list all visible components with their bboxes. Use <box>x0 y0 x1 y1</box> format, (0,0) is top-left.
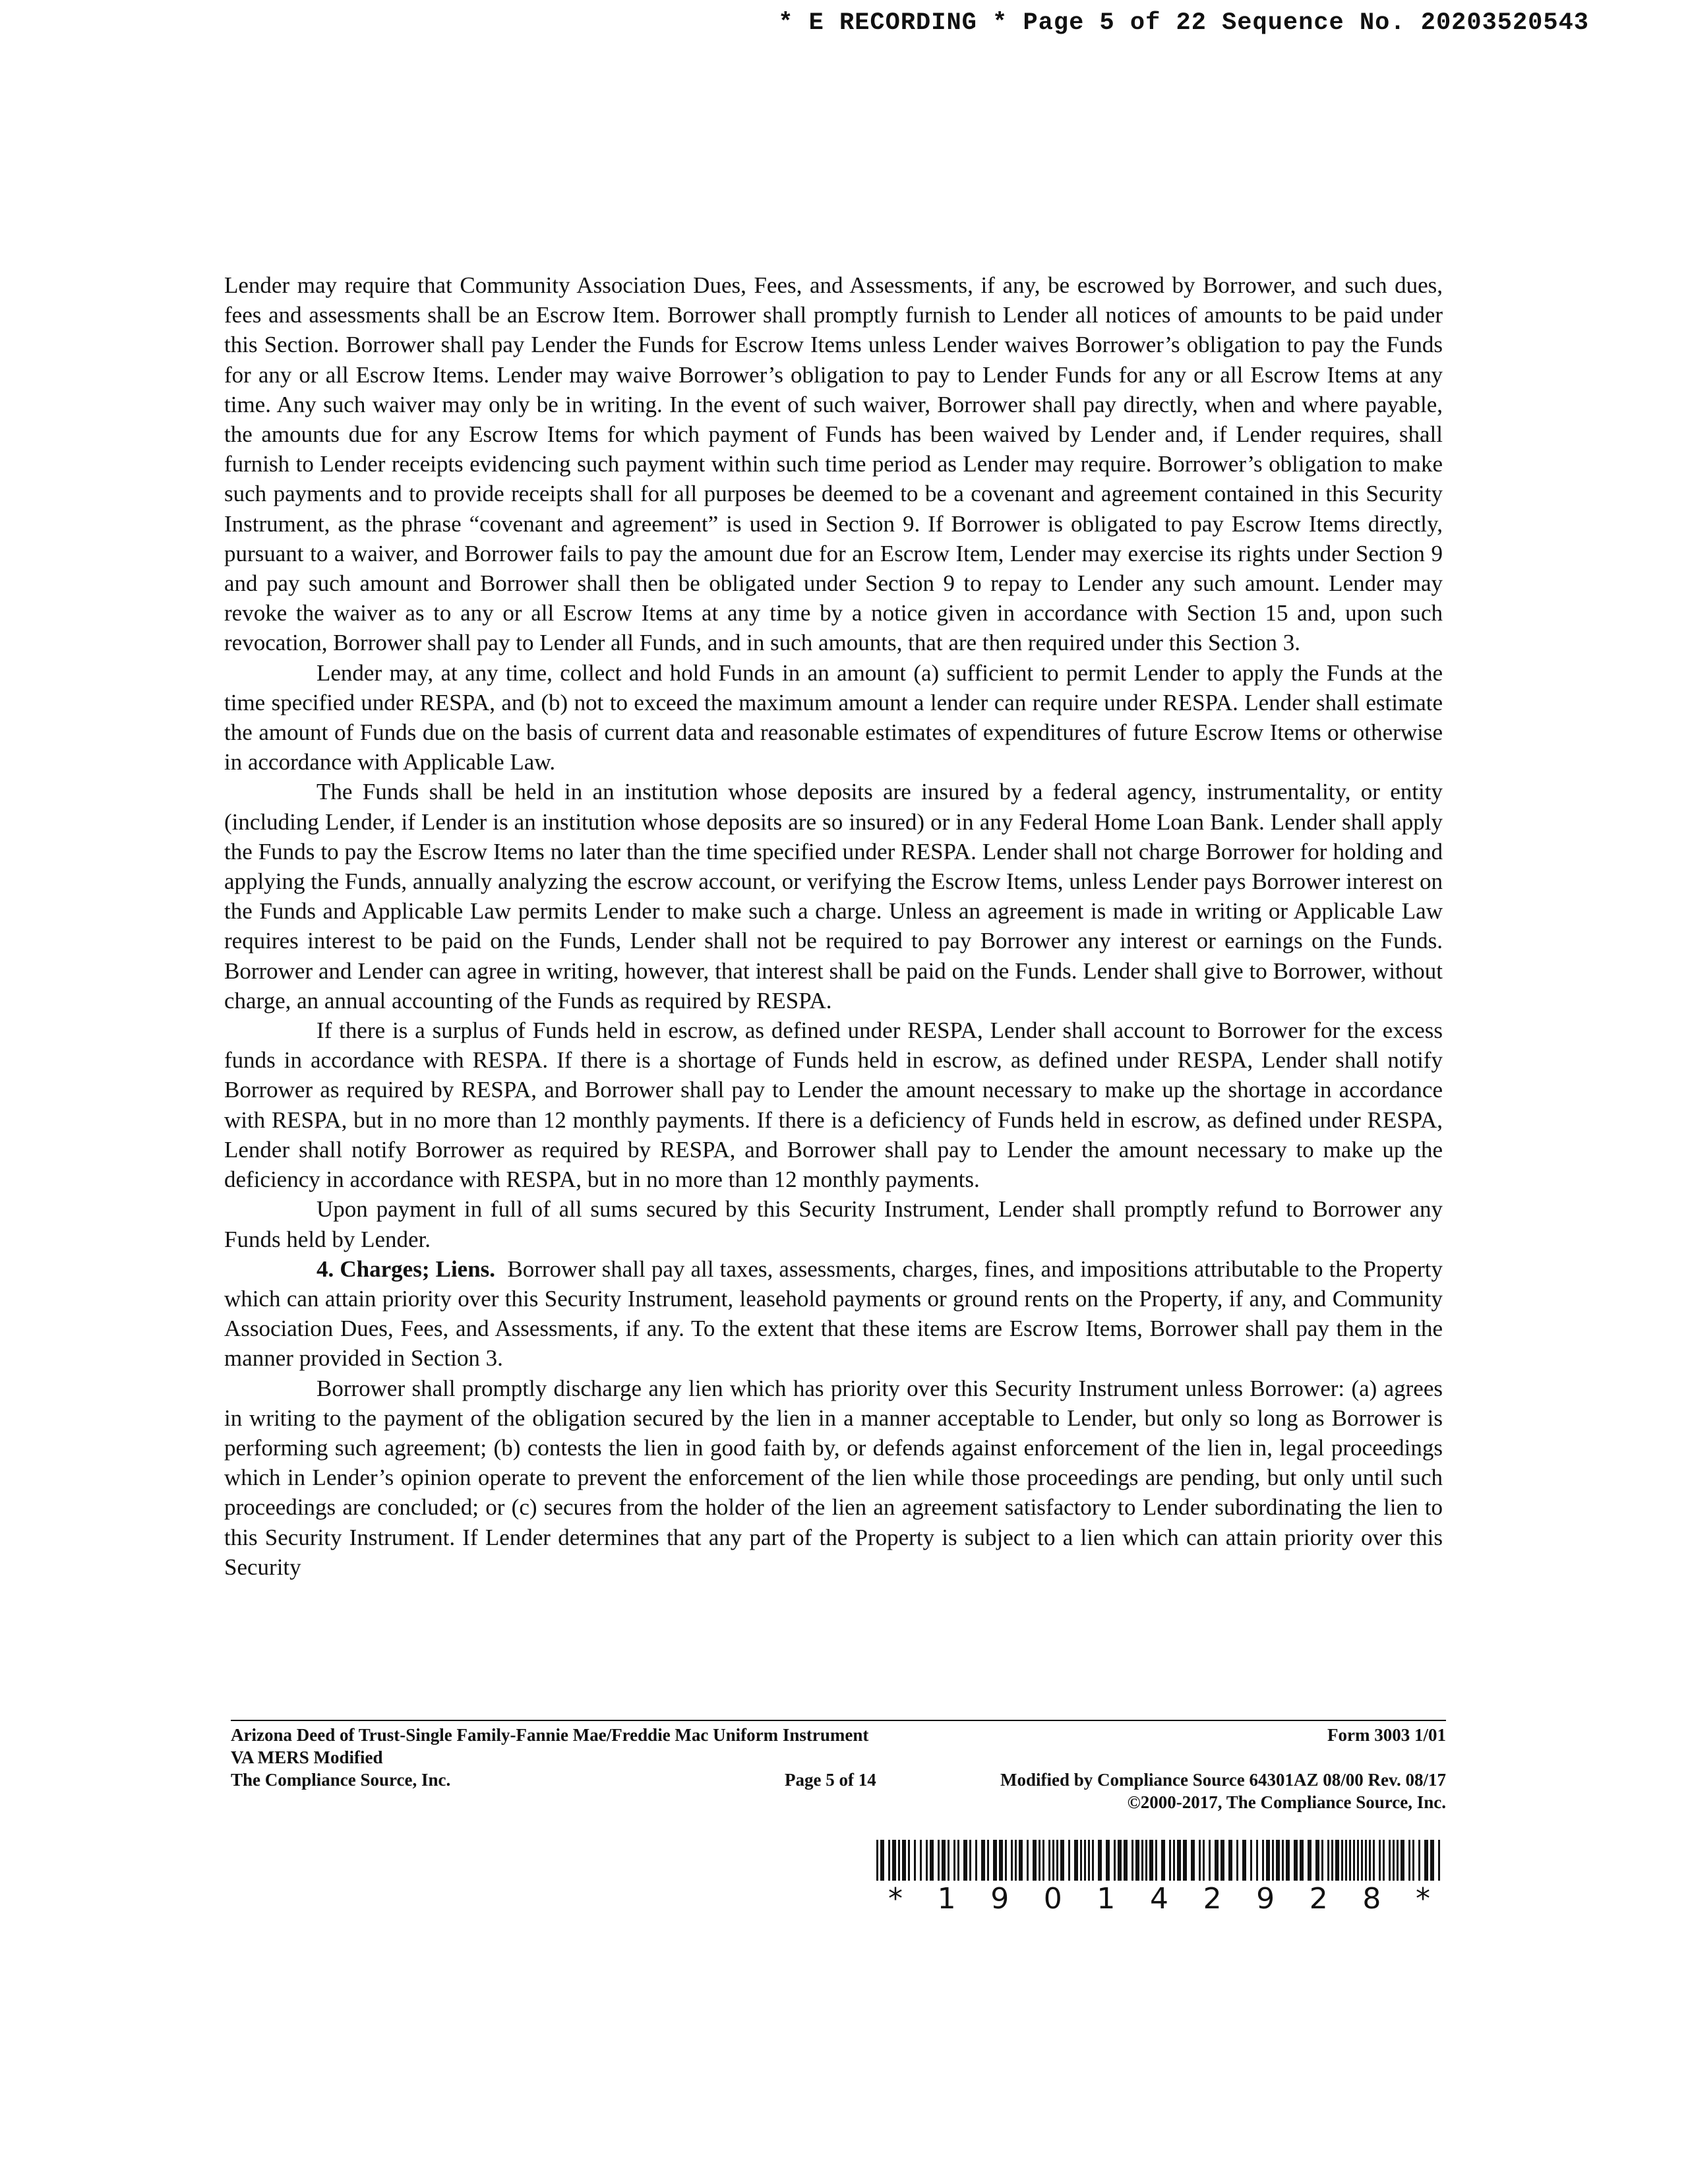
modified-by: Modified by Compliance Source 64301AZ 08/00 Rev. 08/17 <box>1000 1770 1446 1790</box>
barcode-digit: 1 <box>1097 1882 1116 1916</box>
section-4-heading: 4. Charges; Liens. <box>316 1256 496 1282</box>
footer-divider <box>231 1720 1446 1721</box>
barcode-digit: 0 <box>1043 1882 1062 1916</box>
paragraph-escrow-dues: Lender may require that Community Association Dues, Fees, and Assessments, if any, be escrowed by Borrower, and such dues, fees and assessments shall be an Escrow Item. Borrower shall promptly furnish to Lender all notices of amounts to be paid under this Section. Borrower shall pay Lender the Funds for Escrow Items unless Lender waives Borrower’s obligation to pay the Funds for any or all Escrow Items. Lender may waive Borrower’s obligation to pay to Lender Funds for any or all Escrow Items at any time. Any such waiver may only be in writing. In the event of such waiver, Borrower shall pay directly, when and where payable, the amounts due for any Escrow Items for which payment of Funds has been waived by Lender and, if Lender requires, shall furnish to Lender receipts evidencing such payment within such time period as Lender may require. Borrower’s obligation to make such payments and to provide receipts shall for all purposes be deemed to be a covenant and agreement contained in this Security Instrument, as the phrase “covenant and agreement” is used in Section 9. If Borrower is obligated to pay Escrow Items directly, pursuant to a waiver, and Borrower fails to pay the amount due for an Escrow Item, Lender may exercise its rights under Section 9 and pay such amount and Borrower shall then be obligated under Section 9 to repay to Lender any such amount. Lender may revoke the waiver as to any or all Escrow Items at any time by a notice given in accordance with Section 15 and, upon such revocation, Borrower shall pay to Lender all Funds, and in such amounts, that are then required under this Section 3. <box>224 272 1443 656</box>
barcode-image <box>875 1840 1443 1881</box>
barcode-digit: 8 <box>1362 1882 1381 1916</box>
paragraph-funds-held: The Funds shall be held in an institution whose deposits are insured by a federal agency, instrumentality, or entity (including Lender, if Lender is an institution whose deposits are so insured) or in any Federal Home Loan Bank. Lender shall apply the Funds to pay the Escrow Items no later than the time specified under RESPA. Lender shall not charge Borrower for holding and applying the Funds, annually analyzing the escrow account, or verifying the Escrow Items, unless Lender pays Borrower interest on the Funds and Applicable Law permits Lender to make such a charge. Unless an agreement is made in writing or Applicable Law requires interest to be paid on the Funds, Lender shall not be required to pay Borrower any interest or earnings on the Funds. Borrower and Lender can agree in writing, however, that interest shall be paid on the Funds. Lender shall give to Borrower, without charge, an annual accounting of the Funds as required by RESPA. <box>224 779 1443 1014</box>
page-number: Page 5 of 14 <box>785 1770 876 1790</box>
barcode-number <box>875 1882 1443 1916</box>
barcode-digit: 2 <box>1309 1882 1328 1916</box>
barcode-digit: 1 <box>937 1882 956 1916</box>
form-footer <box>231 1724 1446 1823</box>
barcode-digit: 4 <box>1149 1882 1168 1916</box>
paragraph-discharge-lien: Borrower shall promptly discharge any lien which has priority over this Security Instrument unless Borrower: (a) agrees in writing to the payment of the obligation secured by the lien in a manner acceptable to Lender, but only so long as Borrower is performing such agreement; (b) contests the lien in good faith by, or defends against enforcement of the lien in, legal proceedings which in Lender’s opinion operate to prevent the enforcement of the lien while those proceedings are pending, but only until such proceedings are concluded; or (c) secures from the holder of the lien an agreement satisfactory to Lender subordinating the lien to this Security Instrument. If Lender determines that any part of the Property is subject to a lien which can attain priority over this Security <box>224 1375 1443 1580</box>
paragraph-charges-liens <box>224 1254 1443 1374</box>
form-title: Arizona Deed of Trust-Single Family-Fannie Mae/Freddie Mac Uniform Instrument <box>231 1725 869 1745</box>
section-4-text: Borrower shall pay all taxes, assessments, charges, fines, and impositions attributable to the Property which can attain priority over this Security Instrument, leasehold payments or ground rents on the Property, if any, and Community Association Dues, Fees, and Assessments, if any. To the extent that these items are Escrow Items, Borrower shall pay them in the manner provided in Section 3. <box>224 1256 1443 1372</box>
company-name: The Compliance Source, Inc. <box>231 1770 451 1790</box>
paragraph-surplus: If there is a surplus of Funds held in escrow, as defined under RESPA, Lender shall account to Borrower for the excess funds in accordance with RESPA. If there is a shortage of Funds held in escrow, as defined under RESPA, Lender shall notify Borrower as required by RESPA, and Borrower shall pay to Lender the amount necessary to make up the shortage in accordance with RESPA, but in no more than 12 monthly payments. If there is a deficiency of Funds held in escrow, as defined under RESPA, Lender shall notify Borrower as required by RESPA, and Borrower shall pay to Lender the amount necessary to make up the deficiency in accordance with RESPA, but in no more than 12 monthly payments. <box>224 1017 1443 1193</box>
barcode-digit: * <box>1415 1882 1430 1916</box>
barcode-digit: 9 <box>990 1882 1010 1916</box>
barcode-digit: * <box>888 1882 903 1916</box>
paragraph-collect-funds: Lender may, at any time, collect and hold Funds in an amount (a) sufficient to permit Lender to apply the Funds at the time specified under RESPA, and (b) not to exceed the maximum amount a lender can require under RESPA. Lender shall estimate the amount of Funds due on the basis of current data and reasonable estimates of expenditures of future Escrow Items or otherwise in accordance with Applicable Law. <box>224 659 1443 775</box>
barcode-digit: 9 <box>1256 1882 1275 1916</box>
barcode-digit: 2 <box>1203 1882 1222 1916</box>
document-body <box>224 270 1443 1582</box>
form-modified-label: VA MERS Modified <box>231 1747 383 1767</box>
form-number: Form 3003 1/01 <box>1327 1725 1446 1745</box>
paragraph-refund: Upon payment in full of all sums secured by this Security Instrument, Lender shall promptly refund to Borrower any Funds held by Lender. <box>224 1196 1443 1252</box>
recording-header: * E RECORDING * Page 5 of 22 Sequence No. 20203520543 <box>778 9 1589 37</box>
copyright: ©2000-2017, The Compliance Source, Inc. <box>1127 1792 1446 1812</box>
